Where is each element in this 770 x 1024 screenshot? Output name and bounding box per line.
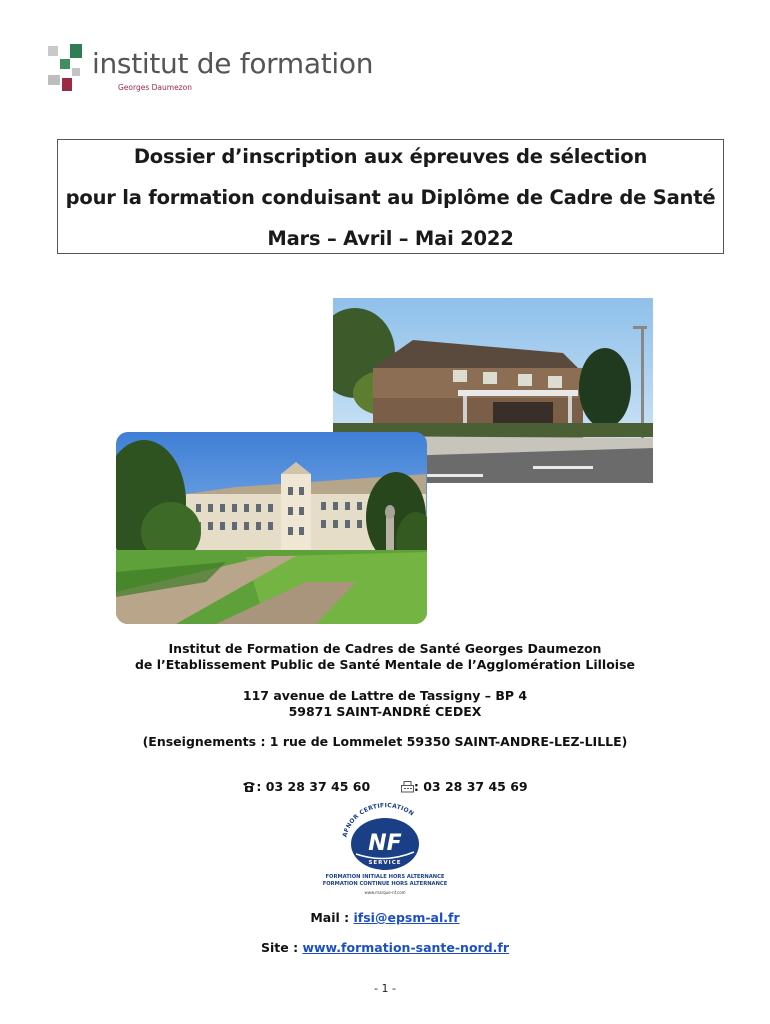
title-line-2: pour la formation conduisant au Diplôme de Cadre de Santé <box>65 186 716 209</box>
contact-phone-fax <box>0 779 770 796</box>
mail-link[interactable]: ifsi@epsm-al.fr <box>353 910 460 925</box>
mail-label: Mail : <box>310 910 354 925</box>
title-line-3: Mars – Avril – Mai 2022 <box>267 227 514 250</box>
nf-website: www.marque-nf.com <box>364 890 406 895</box>
telephone-icon <box>242 781 256 796</box>
nf-training-line-1: FORMATION INITIALE HORS ALTERNANCE <box>325 874 445 880</box>
logo-subtitle: Georges Daumezon <box>118 83 192 92</box>
teaching-address: (Enseignements : 1 rue de Lommelet 59350 SAINT-ANDRE-LEZ-LILLE) <box>142 734 628 749</box>
site-label: Site : <box>261 940 303 955</box>
fax-icon <box>401 781 414 796</box>
street-address: 117 avenue de Lattre de Tassigny – BP 4 <box>242 688 528 703</box>
institute-name: Institut de Formation de Cadres de Santé Georges Daumezon <box>168 641 602 656</box>
building-photo-historic <box>116 432 427 624</box>
establishment-name: de l’Etablissement Public de Santé Mentale de l’Agglomération Lilloise <box>134 657 636 672</box>
nf-service-text: SERVICE <box>368 860 402 866</box>
logo-name: institut de formation <box>92 47 374 80</box>
nf-mark-text: NF <box>368 831 402 856</box>
nf-service-certification-logo <box>320 802 450 902</box>
nf-ring-text: AFNOR CERTIFICATION <box>341 802 416 839</box>
mail-line <box>0 910 770 925</box>
city-address: 59871 SAINT-ANDRÉ CEDEX <box>288 704 482 719</box>
site-link[interactable]: www.formation-sante-nord.fr <box>302 940 509 955</box>
nf-mark-icon <box>320 802 450 874</box>
institute-logo <box>44 42 374 98</box>
title-line-1: Dossier d’inscription aux épreuves de sélection <box>133 145 648 168</box>
fax-number: : 03 28 37 45 69 <box>413 779 528 794</box>
phone-number: : 03 28 37 45 60 <box>256 779 371 794</box>
document-title-box <box>57 139 724 254</box>
nf-training-line-2: FORMATION CONTINUE HORS ALTERNANCE <box>322 881 448 887</box>
page-number: - 1 - <box>374 982 396 995</box>
site-line <box>0 940 770 955</box>
logo-mark-icon <box>44 42 92 98</box>
